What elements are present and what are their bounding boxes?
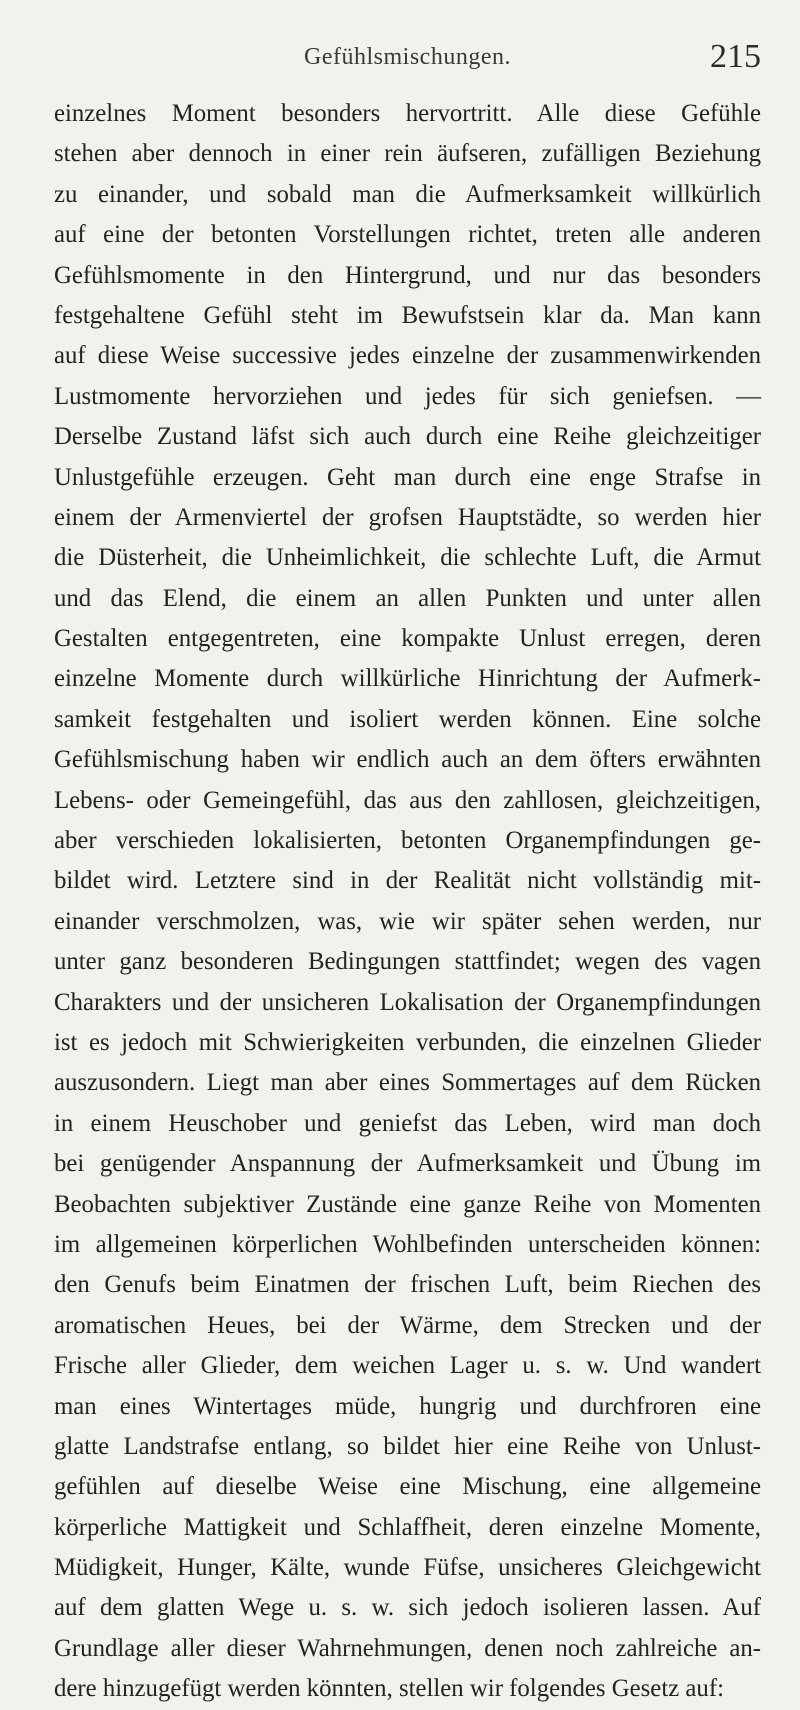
text-line: den Genufs beim Einatmen der frischen Luft, beim Riechen des — [54, 1271, 761, 1299]
text-line: gefühlen auf dieselbe Weise eine Mischung, eine allgemeine — [54, 1473, 761, 1501]
text-line: festgehaltene Gefühl steht im Bewufstsein klar da. Man kann — [54, 301, 761, 329]
running-head — [54, 38, 761, 75]
text-line: unter ganz besonderen Bedingungen stattfindet; wegen des vagen — [54, 948, 761, 976]
text-line: aber verschieden lokalisierten, betonten Organempfindungen ge- — [54, 827, 761, 855]
body-text — [54, 94, 761, 1710]
text-line: auf diese Weise successive jedes einzelne der zusammenwirkenden — [54, 342, 761, 370]
page-number: 215 — [710, 38, 761, 75]
text-line: körperliche Mattigkeit und Schlaffheit, deren einzelne Momente, — [54, 1513, 761, 1541]
text-line: Grundlage aller dieser Wahrnehmungen, denen noch zahlreiche an- — [54, 1634, 761, 1662]
text-line: Unlustgefühle erzeugen. Geht man durch eine enge Strafse in — [54, 463, 761, 491]
text-line: glatte Landstrafse entlang, so bildet hier eine Reihe von Unlust- — [54, 1432, 761, 1460]
text-line: Gefühlsmomente in den Hintergrund, und nur das besonders — [54, 261, 761, 289]
text-line: zu einander, und sobald man die Aufmerksamkeit willkürlich — [54, 180, 761, 208]
text-line: einander verschmolzen, was, wie wir später sehen werden, nur — [54, 907, 761, 935]
text-line: Gestalten entgegentreten, eine kompakte Unlust erregen, deren — [54, 625, 761, 653]
text-line: Gefühlsmischung haben wir endlich auch an dem öfters erwähnten — [54, 746, 761, 774]
text-line: Beobachten subjektiver Zustände eine ganze Reihe von Momenten — [54, 1190, 761, 1218]
text-line: einem der Armenviertel der grofsen Hauptstädte, so werden hier — [54, 503, 761, 531]
text-line: auf dem glatten Wege u. s. w. sich jedoch isolieren lassen. Auf — [54, 1594, 761, 1622]
text-line: dere hinzugefügt werden könnten, stellen wir folgendes Gesetz auf: — [54, 1675, 724, 1703]
text-line: Müdigkeit, Hunger, Kälte, wunde Füfse, unsicheres Gleichgewicht — [54, 1554, 761, 1582]
text-line: Derselbe Zustand läfst sich auch durch eine Reihe gleichzeitiger — [54, 423, 761, 451]
text-line: bei genügender Anspannung der Aufmerksamkeit und Übung im — [54, 1150, 761, 1178]
text-line: stehen aber dennoch in einer rein äufseren, zufälligen Beziehung — [54, 140, 761, 168]
text-line: man eines Wintertages müde, hungrig und durchfroren eine — [54, 1392, 761, 1420]
text-line: Lustmomente hervorziehen und jedes für sich geniefsen. — — [54, 382, 761, 410]
text-line: auszusondern. Liegt man aber eines Sommertages auf dem Rücken — [54, 1069, 761, 1097]
text-line: Frische aller Glieder, dem weichen Lager u. s. w. Und wandert — [54, 1352, 761, 1380]
text-line: ist es jedoch mit Schwierigkeiten verbunden, die einzelnen Glieder — [54, 1028, 761, 1056]
text-line: im allgemeinen körperlichen Wohlbefinden unterscheiden können: — [54, 1230, 761, 1258]
text-line: einzelnes Moment besonders hervortritt. Alle diese Gefühle — [54, 100, 761, 127]
text-line: in einem Heuschober und geniefst das Leben, wird man doch — [54, 1109, 761, 1137]
text-line: die Düsterheit, die Unheimlichkeit, die schlechte Luft, die Armut — [54, 544, 761, 572]
text-line: einzelne Momente durch willkürliche Hinrichtung der Aufmerk- — [54, 665, 761, 693]
text-line: Charakters und der unsicheren Lokalisation der Organempfindungen — [54, 988, 761, 1016]
running-head-title: Gefühlsmischungen. — [304, 44, 511, 70]
text-line: bildet wird. Letztere sind in der Realität nicht vollständig mit- — [54, 867, 761, 895]
text-line: auf eine der betonten Vorstellungen richtet, treten alle anderen — [54, 221, 761, 249]
text-line: und das Elend, die einem an allen Punkten und unter allen — [54, 584, 761, 612]
text-line: aromatischen Heues, bei der Wärme, dem Strecken und der — [54, 1311, 761, 1339]
text-line: Lebens- oder Gemeingefühl, das aus den zahllosen, gleichzeitigen, — [54, 786, 761, 814]
text-line: samkeit festgehalten und isoliert werden können. Eine solche — [54, 705, 761, 733]
